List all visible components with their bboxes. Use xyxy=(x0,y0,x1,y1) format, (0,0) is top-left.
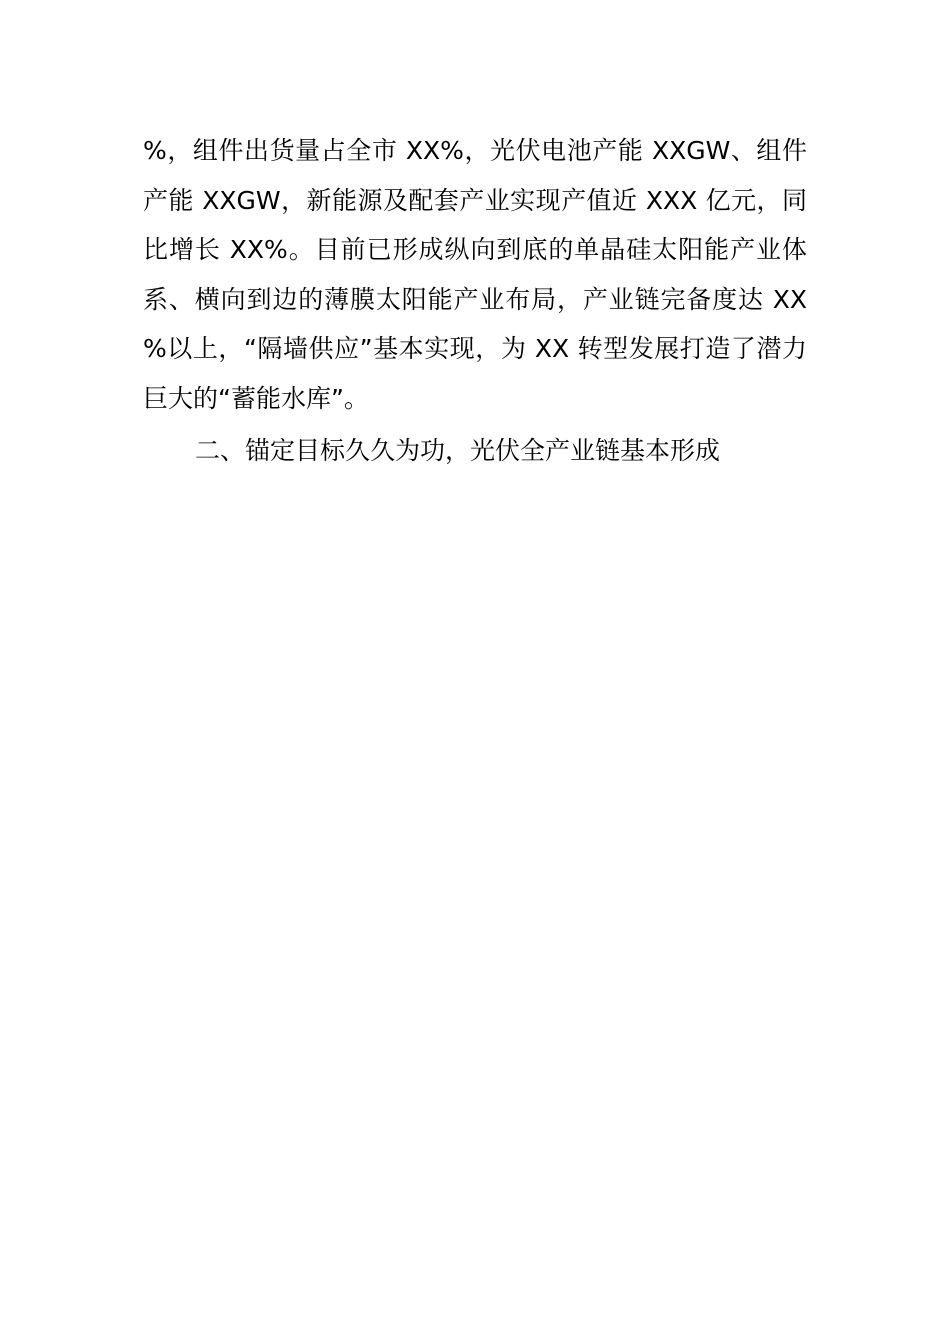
paragraph-line-6: 巨大的“蓄能水库”。 xyxy=(143,383,369,413)
paragraph-line-1: %，组件出货量占全市 XX%，光伏电池产能 XXGW、组件 xyxy=(143,136,807,165)
section-heading: 二、锚定目标久久为功，光伏全产业链基本形成 xyxy=(195,436,721,465)
paragraph-line-4: 系、横向到边的薄膜太阳能产业布局，产业链完备度达 XX xyxy=(143,284,807,314)
paragraph-line-5: %以上，“隔墙供应”基本实现，为 XX 转型发展打造了潜力 xyxy=(143,334,807,364)
body-paragraph xyxy=(143,126,807,424)
paragraph-line-2: 产能 XXGW，新能源及配套产业实现产值近 XXX 亿元，同 xyxy=(143,185,807,215)
paragraph-line-3: 比增长 XX%。目前已形成纵向到底的单晶硅太阳能产业体 xyxy=(143,235,807,265)
